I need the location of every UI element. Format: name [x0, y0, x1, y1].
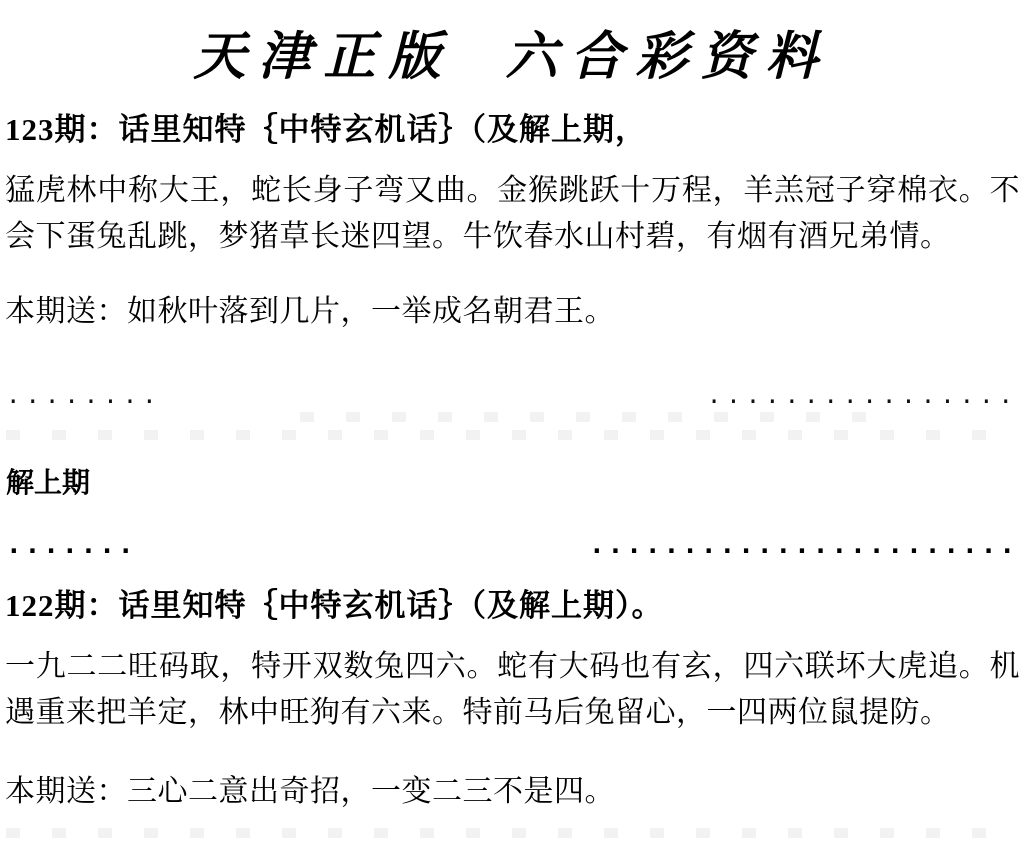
dotted-separator-right: .......................: [588, 530, 1018, 560]
issue-123-heading: 123期：话里知特｛中特玄机话｝（及解上期，: [5, 112, 647, 147]
dotted-separator-bold: [6, 528, 1018, 560]
page-title: 天津正版 六合彩资料: [193, 29, 831, 86]
dotted-separator-left: ........: [6, 381, 162, 409]
issue-123-gift-line: 本期送：如秋叶落到几片，一举成名朝君王。: [5, 295, 615, 328]
issue-122-heading: 122期：话里知特｛中特玄机话｝（及解上期）。: [5, 588, 664, 623]
issue-122-riddle: 一九二二旺码取，特开双数兔四六。蛇有大码也有玄，四六联坏大虎追。机遇重来把羊定，林中旺狗有六来。特前马后兔留心，一四两位鼠提防。: [5, 650, 1020, 729]
issue-123-riddle: 猛虎林中称大王，蛇长身子弯又曲。金猴跳跃十万程，羊羔冠子穿棉衣。不会下蛋兔乱跳，梦猪草长迷四望。牛饮春水山村碧，有烟有酒兄弟情。: [5, 174, 1020, 253]
solution-label: 解上期: [6, 468, 91, 499]
dotted-separator: [6, 378, 1018, 409]
erased-text-remnant: [6, 828, 1018, 838]
erased-text-remnant: [6, 430, 1018, 440]
issue-122-section: [0, 584, 1024, 838]
dotted-separator-left: .......: [6, 530, 137, 560]
erased-text-remnant: [300, 412, 884, 422]
issue-122-gift-line: 本期送：三心二意出奇招，一变二三不是四。: [5, 775, 615, 808]
dotted-separator-right: ................: [706, 381, 1018, 409]
issue-123-section: [0, 108, 1024, 560]
